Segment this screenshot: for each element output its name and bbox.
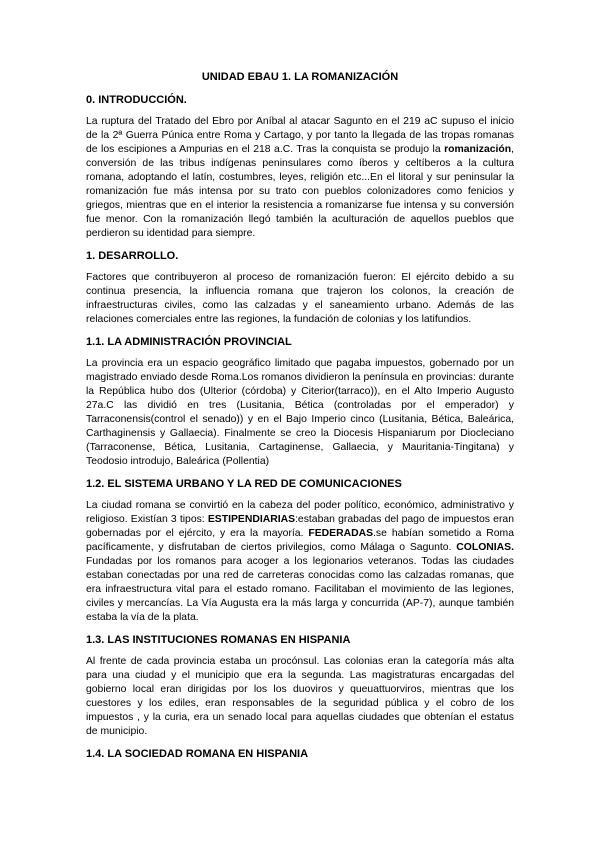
section-paragraph [86, 357, 514, 469]
text-run: Fundadas por los romanos para acoger a los legionarios veteranos. Todas las ciudades estaban conectadas por una red de carreteras conocidas como las calzadas romanas, que era infraestructura vital para el estado romano. Facilitaban el movimiento de las legiones, civiles y mercancías. La Vía Augusta era la más larga y concurrida (AP-7), aunque también estaba la vía de la plata. [86, 556, 514, 623]
bold-term: FEDERADAS [308, 528, 374, 539]
document-page [86, 70, 514, 769]
text-run: La ciudad romana se convirtió en la cabeza del poder político, económico, administrativo y religioso. Existían 3 tipos: [86, 500, 514, 525]
bold-term: romanización [444, 144, 512, 155]
text-run: .se habían sometido a Roma pacíficamente, y disfrutaban de ciertos privilegios, como Málaga o Sagunto. [86, 528, 514, 553]
section-paragraph [86, 115, 514, 241]
section-paragraph [86, 499, 514, 625]
text-run: Factores que contribuyeron al proceso de romanización fueron: El ejército debido a su continua presencia, la influencia romana que trajeron los colonos, la creación de infraestructuras civiles, como las calzadas y el saneamiento urbano. Además de las relaciones comerciales entre las regiones, la fundación de colonias y los latifundios. [86, 272, 514, 325]
text-run: :estaban grabadas del pago de impuestos eran gobernadas por el ejército, y era la mayoría. [86, 514, 514, 539]
section-heading: 1.3. LAS INSTITUCIONES ROMANAS EN HISPANIA [86, 634, 351, 646]
section-paragraph [86, 655, 514, 739]
bold-term: COLONIAS. [456, 542, 514, 553]
document-sections [86, 93, 514, 761]
section-heading: 0. INTRODUCCIÓN. [86, 94, 187, 106]
text-run: La ruptura del Tratado del Ebro por Aníbal al atacar Sagunto en el 219 aC supuso el inicio de la 2ª Guerra Púnica entre Roma y Cartago, y por tanto la llegada de las tropas romanas de los escipiones a Ampurias en el 218 a.C. Tras la conquista se produjo la [86, 116, 514, 155]
text-run: Al frente de cada provincia estaba un procónsul. Las colonias eran la categoría más alta para una ciudad y el municipio que era la segunda. Las magistraturas encargadas del gobierno local eran dirigidas por los los duoviros y queuattuorviros, mientras que los cuestores y los ediles, eran responsables de la seguridad pública y el cobro de los impuestos , y la curia, era un senado local para aquellas ciudades que obtenían el estatus de municipio. [86, 656, 514, 737]
section-heading: 1.2. EL SISTEMA URBANO Y LA RED DE COMUNICACIONES [86, 478, 402, 490]
section-heading: 1.1. LA ADMINISTRACIÓN PROVINCIAL [86, 336, 292, 348]
section-paragraph [86, 271, 514, 327]
section-heading: 1. DESARROLLO. [86, 250, 179, 262]
bold-term: ESTIPENDIARIAS [207, 514, 296, 525]
document-title: UNIDAD EBAU 1. LA ROMANIZACIÓN [201, 71, 399, 83]
text-run: , conversión de las tribus indígenas peninsulares como íberos y celtíberos a la cultura romana, adoptando el latín, costumbres, leyes, religión etc...En el litoral y sur peninsular la romanización fue más intensa por su trato con pueblos colonizadores como fenicios y griegos, mientras que en el interior la resistencia a romanizarse fue intensa y su conversión fue menor. Con la romanización llegó también la aculturación de aquellos pueblos que perdieron su identidad para siempre. [86, 144, 514, 239]
section-heading: 1.4. LA SOCIEDAD ROMANA EN HISPANIA [86, 748, 309, 760]
text-run: La provincia era un espacio geográfico limitado que pagaba impuestos, gobernado por un magistrado enviado desde Roma.Los romanos dividieron la península en provincias: durante la República hubo dos (Ulterior (córdoba) y Citerior(tarraco)), en el Alto Imperio Augusto 27a.C las dividió en tres (Lusitania, Bética (controladas por el emperador) y Tarraconensis(control el senado)) y en el Bajo Imperio cinco (Lusitania, Bética, Baleárica, Carthaginensis y Gallaecia). Finalmente se creo la Diocesis Hispaniarum por Diocleciano (Tarraconense, Bética, Lusitania, Cartaginense, Gallaecia, y Mauritania-Tingitana) y Teodosio introdujo, Baleárica (Pollentia) [86, 358, 514, 467]
